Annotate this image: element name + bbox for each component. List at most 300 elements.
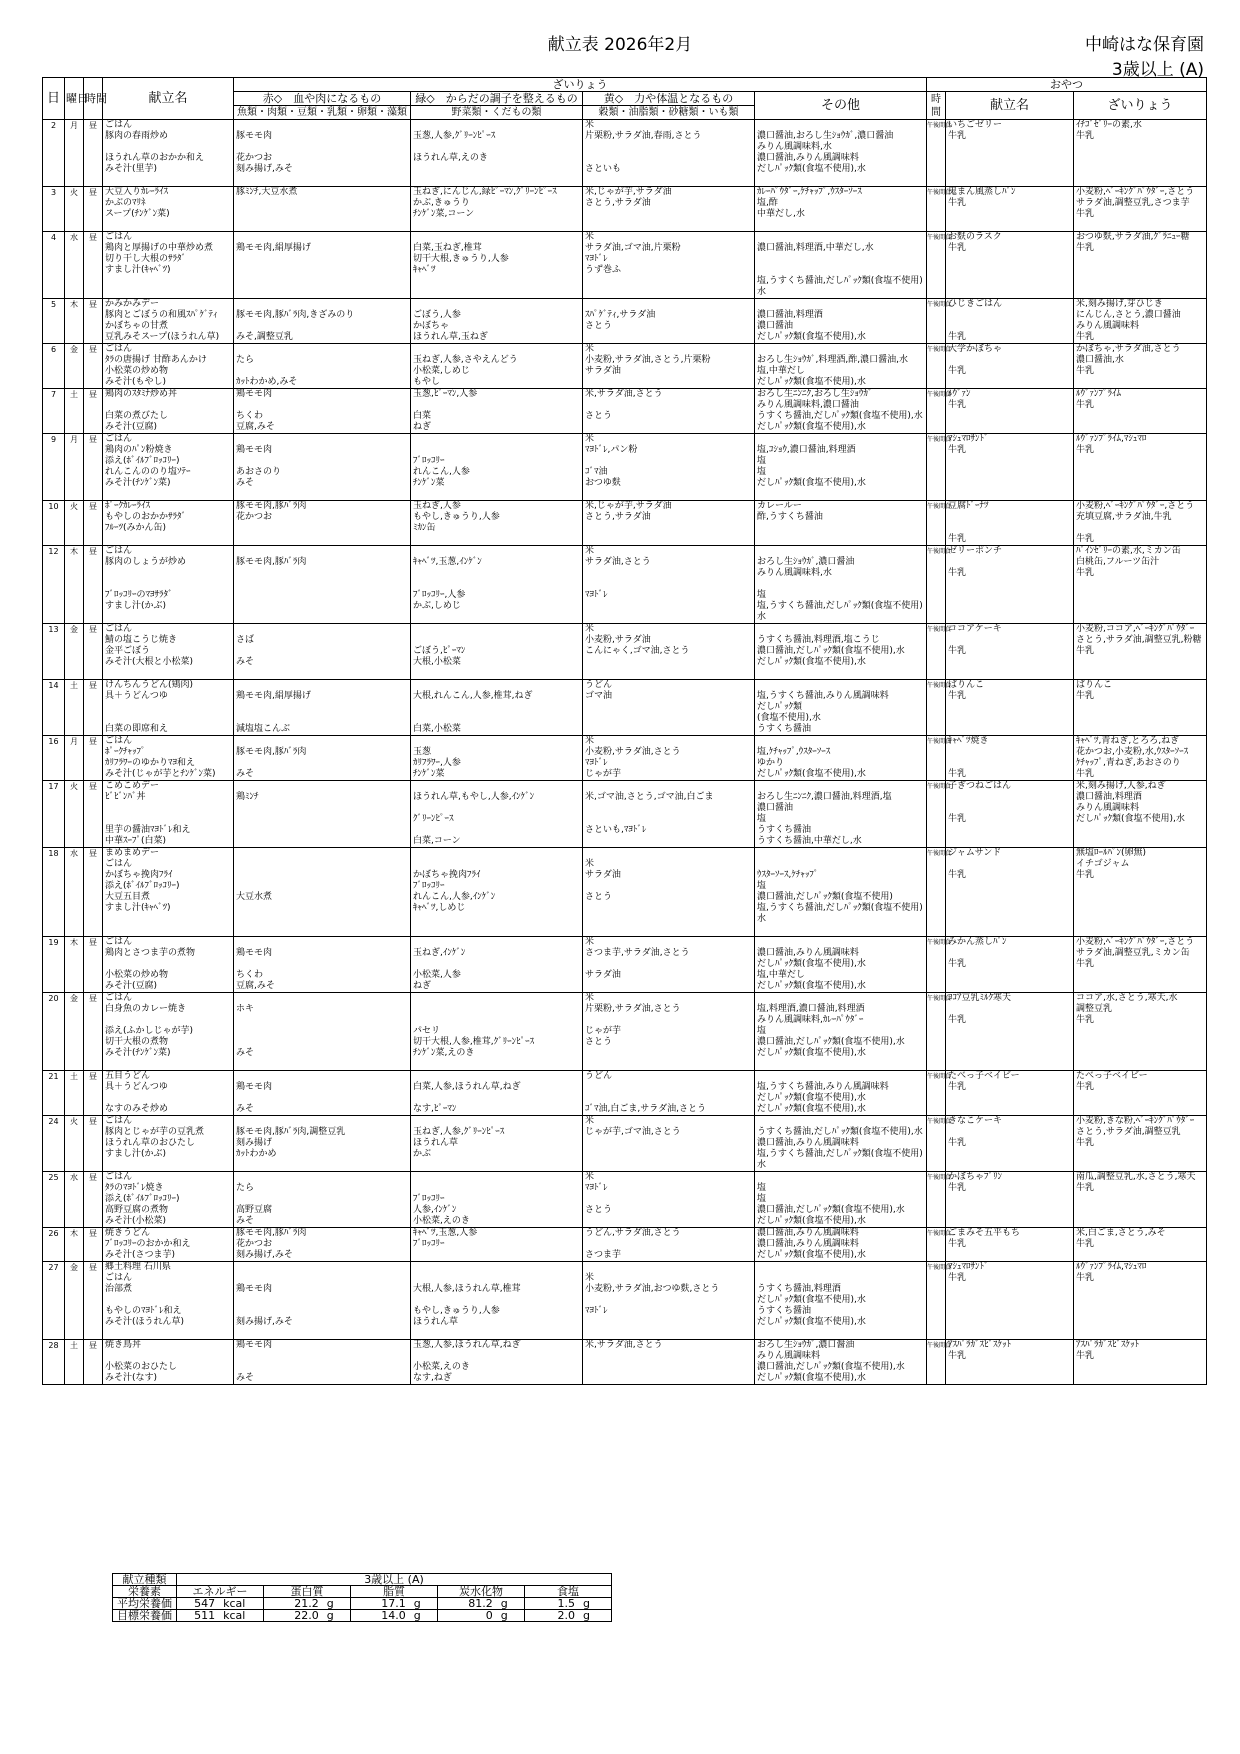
snack-ingredients-line: 南瓜,調整豆乳,水,さとう,寒天: [1076, 1172, 1196, 1182]
menu-name: [103, 937, 234, 993]
nutrition-avg-value: 81.2: [438, 1598, 497, 1610]
snack-menu-line: [948, 1362, 1071, 1373]
snack-menu-line: [948, 153, 1071, 164]
snack-menu-line: [948, 1317, 1071, 1328]
other-ingredients-line: 濃口醤油,だしﾊﾟｯｸ類(食塩不使用),水: [757, 1362, 905, 1372]
green-ingredients: [411, 434, 583, 501]
green-ingredients-line: [413, 1116, 580, 1127]
menu-name-line: 切干大根の煮物: [105, 1037, 169, 1047]
snack-menu-line: ごまみそ五平もち: [948, 1228, 1021, 1238]
nutrition-avg-value: 21.2: [264, 1598, 323, 1610]
other-ingredients-line: みりん風調味料,水: [757, 142, 832, 152]
snack-time: 午後間食: [927, 624, 946, 680]
snack-ingredients-line: 牛乳: [1076, 445, 1095, 455]
snack-menu-line: [948, 925, 1071, 936]
red-ingredients-line: [236, 434, 408, 445]
other-ingredients-line: 塩,ｹﾁｬｯﾌﾟ,ｳｽﾀｰｿｰｽ: [757, 747, 831, 757]
green-ingredients-line: かぶ,きゅうり: [413, 198, 470, 208]
yellow-ingredients: [583, 434, 755, 501]
snack-ingredients-line: [1076, 1216, 1204, 1227]
nutrition-target-unit: g: [497, 1610, 525, 1622]
snack-ingredients-line: 小麦粉,ココア,ﾍﾞｰｷﾝｸﾞﾊﾟｳﾀﾞｰ: [1076, 624, 1195, 634]
green-ingredients-line: [413, 142, 580, 153]
snack-ingredients-line: 濃口醤油,水: [1076, 355, 1124, 365]
snack-menu: [946, 1262, 1074, 1340]
menu-name-line: [105, 668, 231, 679]
snack-ingredients-line: [1076, 1104, 1204, 1115]
green-ingredients-line: なす,ﾋﾟｰﾏﾝ: [413, 1104, 457, 1114]
snack-time: 午後間食: [927, 1262, 946, 1340]
menu-name-line: [105, 959, 231, 970]
snack-ingredients: [1074, 781, 1207, 848]
snack-menu-line: [948, 601, 1071, 612]
yellow-ingredients-line: [585, 1328, 752, 1339]
green-ingredients-line: ﾌﾞﾛｯｺﾘｰ: [413, 456, 445, 466]
day-row: [43, 120, 1207, 187]
yellow-ingredients-line: [585, 925, 752, 936]
green-ingredients-line: [413, 1351, 580, 1362]
snack-time: 午後間食: [927, 501, 946, 546]
other-ingredients: [755, 1340, 927, 1385]
yellow-ingredients: [583, 848, 755, 937]
red-ingredients-line: [236, 120, 408, 131]
snack-menu-line: 牛乳: [948, 870, 967, 880]
yellow-ingredients: [583, 1071, 755, 1116]
green-ingredients-line: 大根,人参,ほうれん草,椎茸: [413, 1284, 521, 1294]
snack-menu-line: [948, 467, 1071, 478]
yellow-ingredients-line: さとう: [585, 1037, 613, 1047]
yellow-ingredients: [583, 781, 755, 848]
red-ingredients-line: [236, 803, 408, 814]
green-ingredients-line: ﾐｶﾝ缶: [413, 523, 436, 533]
snack-menu-line: [948, 836, 1071, 847]
snack-menu-line: [948, 914, 1071, 925]
snack-ingredients-line: ココア,水,さとう,寒天,水: [1076, 993, 1178, 1003]
yellow-ingredients-line: さとう,サラダ油: [585, 198, 651, 208]
yellow-ingredients-line: ﾏﾖﾄﾞﾚ: [585, 758, 608, 768]
other-ingredients-line: [757, 344, 924, 355]
day-row: [43, 1071, 1207, 1116]
snack-menu-line: [948, 164, 1071, 175]
menu-name-line: [105, 534, 231, 545]
other-ingredients-line: おろし生ｼｮｳｶﾞ,料理酒,酢,濃口醤油,水: [757, 355, 908, 365]
menu-name-line: [105, 1160, 231, 1171]
day-of-week: 火: [65, 501, 84, 546]
yellow-ingredients-line: 小麦粉,サラダ油,さとう: [585, 747, 681, 757]
snack-ingredients-line: ｷｬﾍﾞﾂ,青ねぎ,とろろ,ねぎ: [1076, 736, 1180, 746]
snack-time: 午後間食: [927, 299, 946, 344]
snack-menu-line: [948, 422, 1071, 433]
snack-menu-line: [948, 903, 1071, 914]
snack-ingredients-line: 米,刻み揚げ,人参,ねぎ: [1076, 781, 1166, 791]
menu-name-line: 豚肉とじゃが芋の豆乳煮: [105, 1127, 205, 1137]
menu-name-line: ﾌﾞﾛｯｺﾘｰのおかか和え: [105, 1239, 191, 1249]
menu-name-line: 焼きうどん: [105, 1228, 151, 1238]
snack-ingredients: [1074, 680, 1207, 736]
day-row: [43, 1262, 1207, 1340]
menu-name: [103, 344, 234, 389]
snack-ingredients: [1074, 344, 1207, 389]
green-ingredients: [411, 187, 583, 232]
yellow-ingredients-line: 米,じゃが芋,サラダ油: [585, 187, 672, 197]
snack-ingredients-line: [1076, 254, 1204, 265]
other-ingredients-line: 濃口醤油,みりん風調味料: [757, 948, 859, 958]
snack-ingredients-line: 濃口醤油,料理酒: [1076, 792, 1142, 802]
meal-time: 昼: [84, 993, 103, 1071]
green-ingredients-line: [413, 925, 580, 936]
green-ingredients: [411, 1071, 583, 1116]
day-row: [43, 1116, 1207, 1172]
snack-time: 午後間食: [927, 1340, 946, 1385]
red-ingredients-line: [236, 546, 408, 557]
day-row: [43, 344, 1207, 389]
menu-name-line: ごはん: [105, 736, 133, 746]
green-ingredients-line: 切干大根,きゅうり,人参: [413, 254, 509, 264]
snack-menu-line: [948, 1295, 1071, 1306]
day-number: 24: [43, 1116, 65, 1172]
col-snack: おやつ: [927, 78, 1207, 92]
menu-name-line: [105, 568, 231, 579]
yellow-ingredients-line: [585, 422, 752, 433]
snack-menu-line: [948, 1328, 1071, 1339]
red-ingredients-line: [236, 1273, 408, 1284]
yellow-ingredients: [583, 389, 755, 434]
snack-menu-line: [948, 590, 1071, 601]
snack-ingredients-line: ﾙｳﾞｧﾝﾌﾟﾗｲﾑ,ﾏｼｭﾏﾛ: [1076, 434, 1147, 444]
yellow-ingredients-line: うどん: [585, 680, 613, 690]
menu-name-line: みそ汁(ほうれん草): [105, 1317, 185, 1327]
day-of-week: 土: [65, 389, 84, 434]
other-ingredients: [755, 624, 927, 680]
other-ingredients: [755, 781, 927, 848]
red-ingredients-line: [236, 959, 408, 970]
green-ingredients-line: ごぼう,人参: [413, 310, 461, 320]
nutrition-target-unit: kcal: [219, 1610, 263, 1622]
red-ingredients-line: [236, 220, 408, 231]
red-ingredients-line: [236, 1351, 408, 1362]
snack-menu-line: [948, 142, 1071, 153]
green-ingredients: [411, 624, 583, 680]
menu-name-line: すまし汁(かぶ): [105, 601, 167, 611]
day-of-week: 月: [65, 736, 84, 781]
yellow-ingredients-line: [585, 1362, 752, 1373]
snack-ingredients: [1074, 1172, 1207, 1228]
red-ingredients-line: [236, 1093, 408, 1104]
yellow-ingredients-line: [585, 1373, 752, 1384]
green-ingredients-line: [413, 1093, 580, 1104]
yellow-ingredients-line: さとう: [585, 411, 613, 421]
snack-ingredients-line: [1076, 276, 1204, 287]
snack-ingredients-line: [1076, 657, 1204, 668]
day-of-week: 金: [65, 993, 84, 1071]
snack-menu-line: [948, 1194, 1071, 1205]
green-ingredients-line: [413, 914, 580, 925]
menu-name-line: みそ汁(ﾁﾝｹﾞﾝ菜): [105, 478, 171, 488]
yellow-ingredients-line: [585, 1239, 752, 1250]
day-row: [43, 1340, 1207, 1385]
snack-ingredients-line: [1076, 1048, 1204, 1059]
snack-ingredients: [1074, 848, 1207, 937]
snack-ingredients-line: [1076, 892, 1204, 903]
red-ingredients-line: [236, 209, 408, 220]
other-ingredients-line: だしﾊﾟｯｸ類(食塩不使用),水: [757, 1048, 866, 1058]
yellow-ingredients-line: うどん,サラダ油,さとう: [585, 1228, 681, 1238]
snack-ingredients-line: 牛乳: [1076, 1138, 1095, 1148]
snack-menu-line: 牛乳: [948, 1082, 967, 1092]
yellow-ingredients-line: [585, 713, 752, 724]
col-ingredients: ざいりょう: [234, 78, 927, 92]
menu-name-line: ｶﾘﾌﾗﾜｰのゆかりﾏﾖ和え: [105, 758, 196, 768]
green-ingredients: [411, 299, 583, 344]
col-yellow: 黄◇ 力や体温となるもの: [583, 92, 755, 106]
snack-menu-line: 牛乳: [948, 646, 967, 656]
other-ingredients-line: 塩,うすくち醤油,だしﾊﾟｯｸ類(食塩不使用): [757, 1149, 923, 1159]
menu-name-line: [105, 1015, 231, 1026]
other-ingredients-line: [757, 579, 924, 590]
menu-name-line: 白身魚のカレー焼き: [105, 1004, 187, 1014]
snack-menu-line: 牛乳: [948, 959, 967, 969]
snack-menu: [946, 546, 1074, 624]
snack-menu-line: 牛乳: [948, 400, 967, 410]
menu-name: [103, 546, 234, 624]
snack-time: 午後間食: [927, 120, 946, 187]
snack-menu-line: 豆腐ﾄﾞｰﾅﾂ: [948, 501, 989, 511]
snack-menu: [946, 1340, 1074, 1385]
snack-menu-line: [948, 1004, 1071, 1015]
nutrition-avg-unit: g: [410, 1598, 438, 1610]
green-ingredients-line: 白菜,人参,ほうれん草,ねぎ: [413, 1082, 521, 1092]
green-ingredients-line: ﾌﾞﾛｯｺﾘｰ: [413, 1239, 445, 1249]
yellow-ingredients-line: 米: [585, 1172, 595, 1182]
green-ingredients-line: 白菜: [413, 411, 432, 421]
green-ingredients-line: ﾌﾞﾛｯｺﾘｰ,人参: [413, 590, 466, 600]
yellow-ingredients: [583, 937, 755, 993]
red-ingredients: [234, 501, 411, 546]
yellow-ingredients: [583, 993, 755, 1071]
yellow-ingredients-line: [585, 1138, 752, 1149]
red-ingredients-line: みそ: [236, 1104, 255, 1114]
other-ingredients-line: 塩,うすくち醤油,だしﾊﾟｯｸ類(食塩不使用): [757, 276, 923, 286]
snack-ingredients-line: [1076, 1037, 1204, 1048]
other-ingredients: [755, 389, 927, 434]
red-ingredients-line: [236, 366, 408, 377]
other-ingredients-line: 濃口醤油,みりん風調味料: [757, 153, 859, 163]
menu-name-line: [105, 612, 231, 623]
day-of-week: 土: [65, 1340, 84, 1385]
yellow-ingredients: [583, 680, 755, 736]
green-ingredients-line: れんこん,人参,ｲﾝｹﾞﾝ: [413, 892, 496, 902]
other-ingredients-line: うすくち醤油,中華だし,水: [757, 836, 862, 846]
red-ingredients-line: [236, 344, 408, 355]
day-of-week: 火: [65, 1116, 84, 1172]
menu-name-line: ごはん: [105, 993, 133, 1003]
green-ingredients-line: なす,ねぎ: [413, 1373, 452, 1383]
yellow-ingredients-line: [585, 814, 752, 825]
snack-menu-line: 牛乳: [948, 1239, 967, 1249]
snack-ingredients-line: 牛乳: [1076, 769, 1095, 779]
red-ingredients-line: 鶏モモ肉: [236, 1284, 273, 1294]
menu-name: [103, 187, 234, 232]
snack-menu-line: たべっ子ベイビー: [948, 1071, 1020, 1081]
snack-ingredients-line: [1076, 724, 1204, 735]
snack-menu-line: [948, 287, 1071, 298]
menu-name: [103, 680, 234, 736]
yellow-ingredients-line: [585, 959, 752, 970]
snack-menu-line: ゼリーポンチ: [948, 546, 1003, 556]
green-ingredients-line: 小松菜,えのき: [413, 1362, 470, 1372]
snack-ingredients-line: [1076, 478, 1204, 489]
yellow-ingredients-line: [585, 702, 752, 713]
menu-table: [42, 77, 1207, 1385]
snack-ingredients-line: [1076, 1194, 1204, 1205]
nutrition-avg-unit: g: [579, 1598, 611, 1610]
red-ingredients-line: みそ: [236, 478, 255, 488]
snack-ingredients: [1074, 1116, 1207, 1172]
menu-name-line: [105, 400, 231, 411]
snack-ingredients-line: [1076, 668, 1204, 679]
day-number: 25: [43, 1172, 65, 1228]
menu-name-line: [105, 579, 231, 590]
other-ingredients: [755, 120, 927, 187]
snack-menu: [946, 232, 1074, 299]
snack-menu-line: 牛乳: [948, 814, 967, 824]
red-ingredients: [234, 736, 411, 781]
green-ingredients-line: ﾁﾝｹﾞﾝ菜,コーン: [413, 209, 475, 219]
snack-menu-line: [948, 175, 1071, 186]
green-ingredients: [411, 501, 583, 546]
green-ingredients-line: ほうれん草,もやし,人参,ｲﾝｹﾞﾝ: [413, 792, 535, 802]
snack-menu-line: ｱｽﾊﾟﾗｶﾞｽﾋﾞｽｹｯﾄ: [948, 1340, 1012, 1350]
other-ingredients-line: ゆかり: [757, 758, 785, 768]
snack-menu-line: [948, 747, 1071, 758]
green-ingredients: [411, 1228, 583, 1262]
yellow-ingredients: [583, 624, 755, 680]
nutrition-avg-unit: kcal: [219, 1598, 263, 1610]
snack-ingredients-line: [1076, 1059, 1204, 1070]
snack-menu-line: ﾙｳﾞｧﾝ: [948, 389, 971, 399]
red-ingredients-line: [236, 646, 408, 657]
green-ingredients-line: [413, 1273, 580, 1284]
other-ingredients-line: だしﾊﾟｯｸ類(食塩不使用),水: [757, 377, 866, 387]
snack-menu: [946, 736, 1074, 781]
snack-menu-line: [948, 1104, 1071, 1115]
yellow-ingredients-line: さとう: [585, 1205, 613, 1215]
yellow-ingredients-line: [585, 668, 752, 679]
other-ingredients-line: みりん風調味料,水: [757, 568, 832, 578]
green-ingredients-line: 玉ねぎ,ｲﾝｹﾞﾝ: [413, 948, 466, 958]
green-ingredients-line: ｷｬﾍﾞﾂ: [413, 265, 436, 275]
snack-ingredients-line: 小麦粉,ﾍﾞｰｷﾝｸﾞﾊﾟｳﾀﾞｰ,さとう: [1076, 501, 1195, 511]
red-ingredients-line: ｶｯﾄわかめ: [236, 1149, 277, 1159]
other-ingredients-line: 濃口醤油,おろし生ｼｮｳｶﾞ,濃口醤油: [757, 131, 894, 141]
green-ingredients: [411, 389, 583, 434]
day-of-week: 金: [65, 344, 84, 389]
snack-menu-line: [948, 970, 1071, 981]
menu-name-line: 大豆五目煮: [105, 892, 151, 902]
snack-ingredients-line: おつゆ麩,サラダ油,ｸﾞﾗﾆｭｰ糖: [1076, 232, 1190, 242]
menu-name-line: [105, 925, 231, 936]
red-ingredients-line: [236, 534, 408, 545]
other-ingredients-line: [757, 1262, 924, 1273]
green-ingredients-line: ﾁﾝｹﾞﾝ菜,えのき: [413, 1048, 475, 1058]
menu-name-line: ﾋﾞﾋﾞﾝﾊﾞ丼: [105, 792, 146, 802]
red-ingredients-line: [236, 1262, 408, 1273]
meal-time: 昼: [84, 1262, 103, 1340]
other-ingredients-line: うすくち醤油: [757, 724, 812, 734]
red-ingredients-line: 豆腐,みそ: [236, 422, 275, 432]
snack-ingredients-line: [1076, 1306, 1204, 1317]
green-ingredients: [411, 993, 583, 1071]
green-ingredients-line: 人参,ｲﾝｹﾞﾝ: [413, 1205, 457, 1215]
other-ingredients-line: 塩,うすくち醤油,だしﾊﾟｯｸ類(食塩不使用): [757, 903, 923, 913]
menu-name-line: [105, 1351, 231, 1362]
col-menu: 献立名: [103, 78, 234, 120]
snack-ingredients-line: [1076, 836, 1204, 847]
menu-name-line: 鶏肉と厚揚げの中華炒め煮: [105, 243, 214, 253]
page-title: 献立表 2026年2月: [547, 35, 693, 55]
other-ingredients-line: 塩: [757, 881, 767, 891]
snack-menu-line: [948, 702, 1071, 713]
meal-time: 昼: [84, 1116, 103, 1172]
meal-time: 昼: [84, 120, 103, 187]
menu-name-line: 豚肉のしょうが炒め: [105, 557, 187, 567]
yellow-ingredients-line: [585, 657, 752, 668]
green-ingredients-line: 小松菜,しめじ: [413, 366, 470, 376]
green-ingredients-line: [413, 287, 580, 298]
snack-menu-line: 牛乳: [948, 243, 967, 253]
yellow-ingredients-line: サラダ油,さとう: [585, 557, 651, 567]
menu-name-line: [105, 914, 231, 925]
other-ingredients-line: 濃口醤油,だしﾊﾟｯｸ類(食塩不使用): [757, 892, 893, 902]
snack-ingredients-line: 牛乳: [1076, 1183, 1095, 1193]
menu-name-line: [105, 489, 231, 500]
other-ingredients-line: うすくち醤油,だしﾊﾟｯｸ類(食塩不使用),水: [757, 411, 923, 421]
menu-name-line: ごはん: [105, 546, 133, 556]
other-ingredients-line: 塩,中華だし: [757, 970, 805, 980]
green-ingredients-line: 白菜,小松菜: [413, 724, 461, 734]
other-ingredients-line: [757, 624, 924, 635]
green-ingredients-line: [413, 120, 580, 131]
snack-menu-line: [948, 512, 1071, 523]
snack-menu-line: [948, 657, 1071, 668]
red-ingredients-line: [236, 903, 408, 914]
red-ingredients-line: 豆腐,みそ: [236, 981, 275, 991]
yellow-ingredients-line: [585, 579, 752, 590]
red-ingredients-line: [236, 1295, 408, 1306]
red-ingredients: [234, 1340, 411, 1385]
col-other: その他: [755, 92, 927, 120]
green-ingredients: [411, 1340, 583, 1385]
other-ingredients-line: 塩,うすくち醤油,だしﾊﾟｯｸ類(食塩不使用): [757, 601, 923, 611]
snack-ingredients-line: [1076, 970, 1204, 981]
yellow-ingredients-line: ﾏﾖﾄﾞﾚ: [585, 1183, 608, 1193]
red-ingredients: [234, 993, 411, 1071]
menu-name-line: スープ(ﾁﾝｹﾞﾝ菜): [105, 209, 170, 219]
yellow-ingredients-line: [585, 220, 752, 231]
day-row: [43, 299, 1207, 344]
menu-name-line: かみかみデー: [105, 299, 160, 309]
nutrition-target-unit: g: [579, 1610, 611, 1622]
snack-ingredients-line: 花かつお,小麦粉,水,ｳｽﾀｰｿｰｽ: [1076, 747, 1189, 757]
menu-name-line: 添え(ﾎﾞｲﾙﾌﾞﾛｯｺﾘｰ): [105, 881, 180, 891]
menu-name-line: ごはん: [105, 344, 133, 354]
green-ingredients-line: 玉葱,人参,ｸﾞﾘｰﾝﾋﾟｰｽ: [413, 131, 496, 141]
green-ingredients-line: [413, 702, 580, 713]
day-number: 28: [43, 1340, 65, 1385]
snack-ingredients: [1074, 434, 1207, 501]
other-ingredients: [755, 501, 927, 546]
snack-menu-line: [948, 489, 1071, 500]
